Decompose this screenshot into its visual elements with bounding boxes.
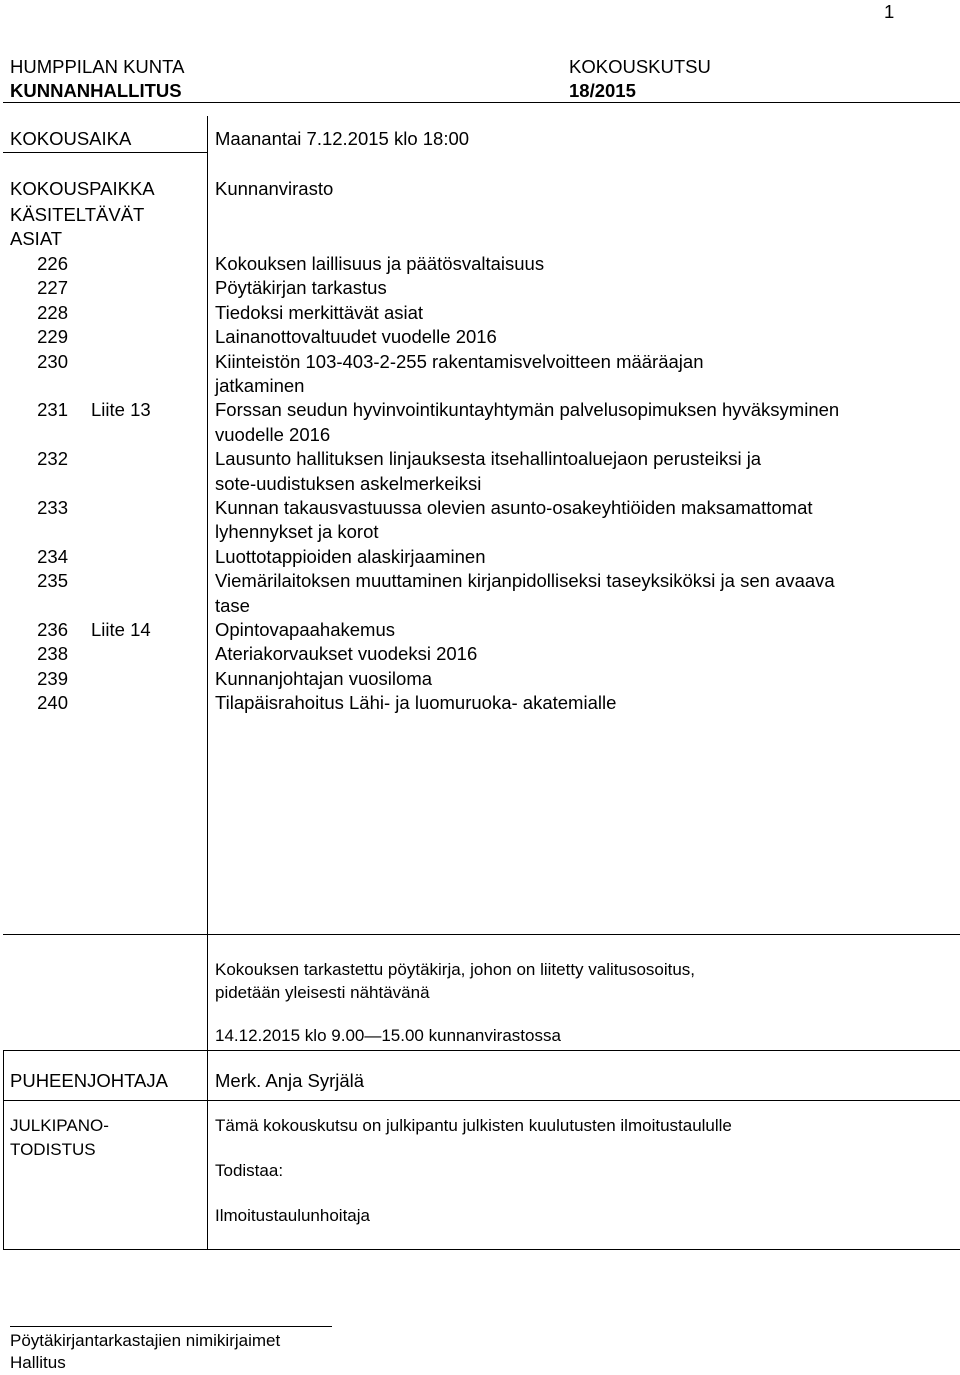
posting-text: Tämä kokouskutsu on julkipantu julkisten kuulutusten ilmoitustaululle — [215, 1116, 732, 1135]
signature-line — [10, 1326, 332, 1327]
agenda-item-number: 239 — [37, 667, 68, 689]
agenda-item-number: 233 — [37, 497, 68, 518]
agenda-item-number: 230 — [37, 350, 68, 372]
agenda-item-number: 240 — [37, 692, 68, 714]
agenda-item-attachment: Liite 13 — [91, 399, 151, 421]
left-box-rule — [3, 1050, 4, 1250]
agenda-heading-2: ASIAT — [10, 228, 63, 249]
chair-value: Merk. Anja Syrjälä — [215, 1070, 365, 1091]
agenda-item-number: 228 — [37, 301, 68, 323]
notice-when: 14.12.2015 klo 9.00—15.00 kunnanvirastossa — [215, 1026, 561, 1045]
agenda-item-number: 238 — [37, 643, 68, 665]
posting-label-1: JULKIPANO- — [10, 1116, 109, 1135]
agenda-item-number: 229 — [37, 326, 68, 348]
posting-certify: Todistaa: — [215, 1161, 284, 1180]
agenda-item-number: 227 — [37, 277, 68, 299]
agenda-item-title: Pöytäkirjan tarkastus — [215, 277, 387, 299]
column-divider — [207, 116, 208, 934]
document-number: 18/2015 — [569, 80, 636, 101]
agenda-heading: KÄSITELTÄVÄT — [10, 204, 145, 225]
agenda-item-title: lyhennykset ja korot — [215, 521, 379, 543]
header-rule — [3, 102, 960, 103]
meeting-place-label: KOKOUSPAIKKA — [10, 178, 155, 199]
agenda-item-number: 236 — [37, 619, 68, 640]
page-number: 1 — [884, 1, 895, 22]
agenda-item-title: Ateriakorvaukset vuodeksi 2016 — [215, 643, 478, 665]
document-type: KOKOUSKUTSU — [569, 56, 711, 77]
agenda-item-title: Tilapäisrahoitus Lähi- ja luomuruoka- akatemialle — [215, 692, 617, 714]
agenda-item-number: 226 — [37, 253, 68, 274]
posting-bottom-rule — [3, 1249, 960, 1250]
agenda-item-title: Tiedoksi merkittävät asiat — [215, 301, 424, 323]
agenda-item-number: 231 — [37, 399, 68, 421]
agenda-item-title: sote-uudistuksen askelmerkeiksi — [215, 472, 482, 494]
agenda-item-title: Lainanottovaltuudet vuodelle 2016 — [215, 326, 497, 348]
agenda-item-number: 235 — [37, 570, 68, 592]
board-label: Hallitus — [10, 1353, 66, 1372]
agenda-item-title: Kokouksen laillisuus ja päätösvaltaisuus — [215, 253, 545, 274]
meeting-place-value: Kunnanvirasto — [215, 178, 334, 199]
posting-top-rule — [3, 1100, 960, 1101]
time-divider — [3, 152, 207, 153]
chair-label: PUHEENJOHTAJA — [10, 1070, 168, 1091]
signatures-label: Pöytäkirjantarkastajien nimikirjaimet — [10, 1331, 281, 1350]
body-name: KUNNANHALLITUS — [10, 80, 182, 101]
posting-label-2: TODISTUS — [10, 1140, 96, 1159]
agenda-item-number: 234 — [37, 545, 68, 567]
meeting-time-value: Maanantai 7.12.2015 klo 18:00 — [215, 128, 470, 149]
notice-divider — [207, 934, 208, 1250]
agenda-item-attachment: Liite 14 — [91, 619, 151, 640]
municipality-name: HUMPPILAN KUNTA — [10, 56, 185, 77]
agenda-item-title: jatkaminen — [215, 375, 305, 396]
meeting-time-label: KOKOUSAIKA — [10, 128, 132, 149]
notice-top-rule — [3, 934, 960, 935]
agenda-item-title: vuodelle 2016 — [215, 423, 331, 445]
agenda-item-title: Opintovapaahakemus — [215, 619, 395, 640]
agenda-item-title: Luottotappioiden alaskirjaaminen — [215, 545, 486, 567]
agenda-item-title: Kiinteistön 103-403-2-255 rakentamisvelvoitteen määräajan — [215, 350, 704, 372]
chair-top-rule — [3, 1050, 960, 1051]
agenda-item-title: Viemärilaitoksen muuttaminen kirjanpidolliseksi taseyksiköksi ja sen avaava — [215, 570, 835, 592]
agenda-item-title: Kunnanjohtajan vuosiloma — [215, 667, 433, 689]
notice-line-1: Kokouksen tarkastettu pöytäkirja, johon on liitetty valitusosoitus, — [215, 960, 696, 979]
agenda-item-title: tase — [215, 594, 250, 616]
agenda-item-number: 232 — [37, 448, 68, 470]
notice-line-2: pidetään yleisesti nähtävänä — [215, 983, 430, 1002]
agenda-item-title: Forssan seudun hyvinvointikuntayhtymän palvelusopimuksen hyväksyminen — [215, 399, 840, 421]
posting-keeper: Ilmoitustaulunhoitaja — [215, 1206, 370, 1225]
agenda-item-title: Lausunto hallituksen linjauksesta itsehallintoaluejaon perusteiksi ja — [215, 448, 762, 470]
agenda-item-title: Kunnan takausvastuussa olevien asunto-osakeyhtiöiden maksamattomat — [215, 497, 813, 518]
